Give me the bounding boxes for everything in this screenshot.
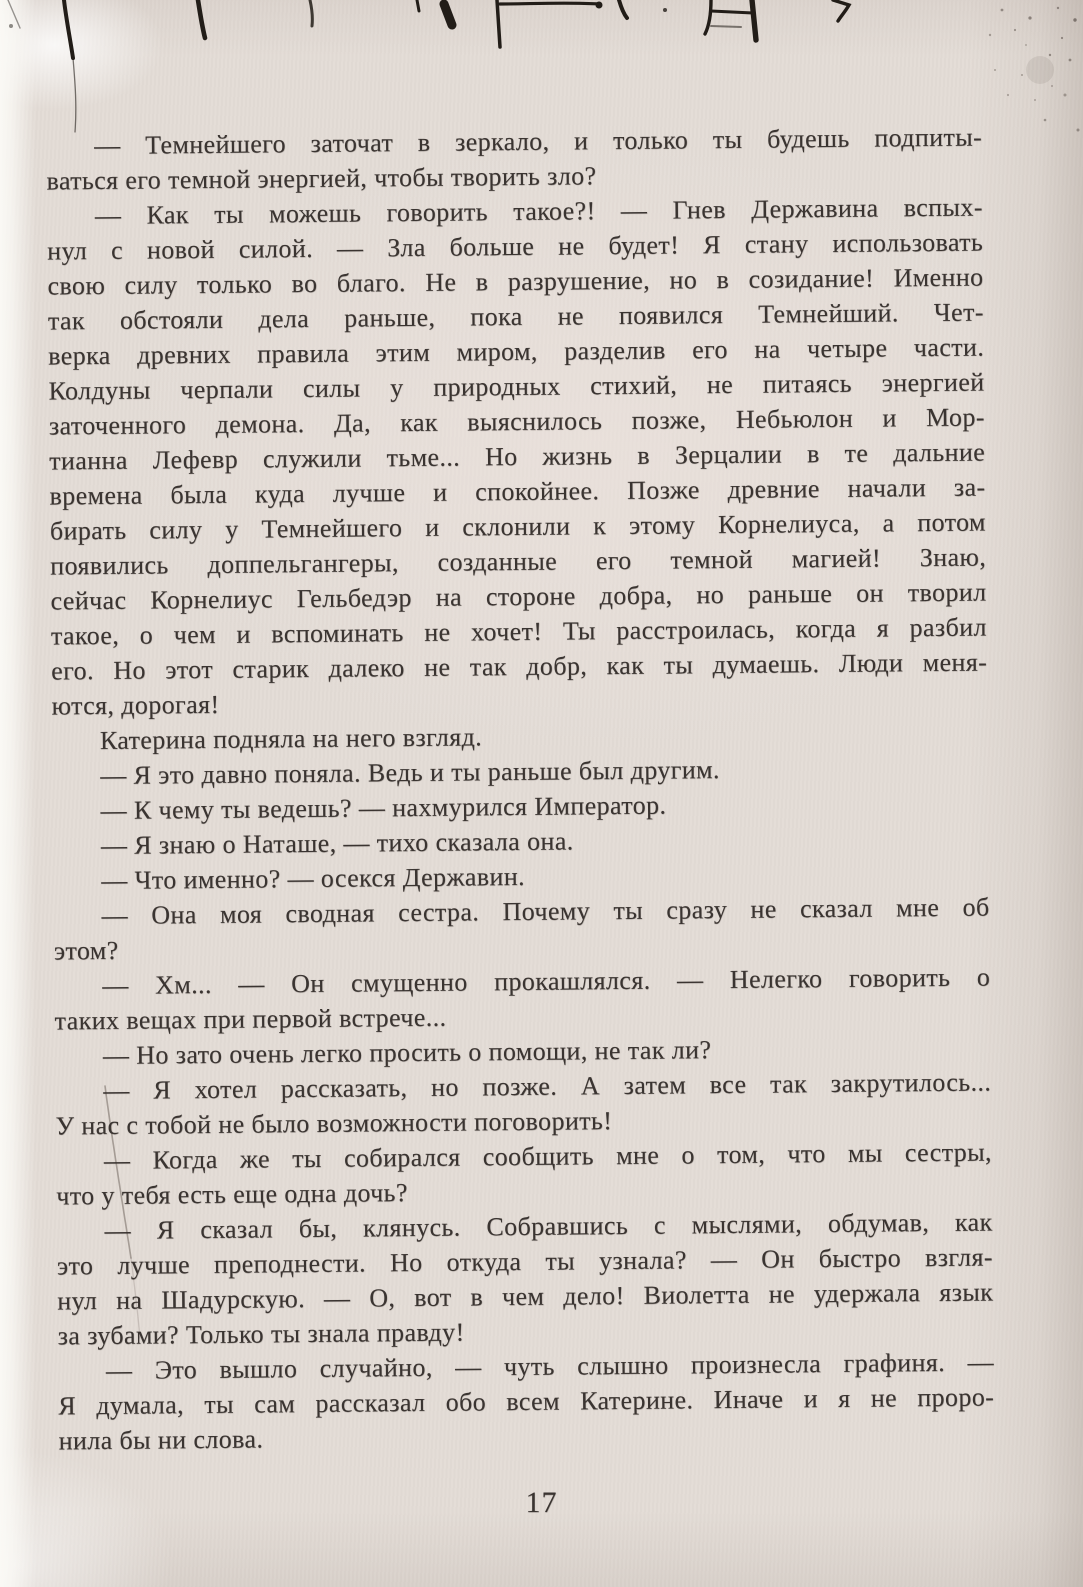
text-line: — Когда же ты собирался сообщить мне о том, что мы сестры, xyxy=(103,1137,993,1175)
text-line: заточенного демона. Да, как выяснилось позже, Небьюлон и Мор- xyxy=(48,402,985,441)
page-number: 17 xyxy=(525,1486,558,1519)
text-line: — К чему ты ведешь? — нахмурился Император. xyxy=(100,790,667,825)
text-line: за зубами? Только ты знала правду! xyxy=(57,1317,465,1351)
text-line: его. Но этот старик далеко не так добр, как ты думаешь. Люди меня- xyxy=(51,647,988,686)
text-line: таких вещах при первой встрече... xyxy=(54,1002,447,1036)
text-line: верка древних правила этим миром, разделив его на четыре части. xyxy=(48,332,985,371)
page-text xyxy=(46,120,995,1459)
text-line: такое, о чем и вспоминать не хочет! Ты расстроилась, когда я разбил xyxy=(50,612,987,651)
text-line: — Хм... — Он смущенно прокашлялся. — Нелегко говорить о xyxy=(102,962,991,1000)
text-line: У нас с тобой не было возможности поговорить! xyxy=(55,1106,613,1141)
text-line: времена была куда лучше и спокойнее. Позже древние начали за- xyxy=(49,472,986,511)
text-line: — Я хотел рассказать, но позже. А затем все так закрутилось... xyxy=(103,1067,992,1105)
text-line: что у тебя есть еще одна дочь? xyxy=(56,1178,408,1211)
text-line: — Что именно? — осекся Державин. xyxy=(101,861,526,895)
text-line: нул с новой силой. — Зла больше не будет! Я стану использовать xyxy=(47,227,984,266)
text-line: появились доппельгангеры, созданные его темной магией! Знаю, xyxy=(50,542,987,581)
text-line: бирать силу у Темнейшего и склонили к этому Корнелиуса, а потом xyxy=(49,507,986,546)
text-line: это лучше преподнести. Но откуда ты узнала? — Он быстро взгля- xyxy=(56,1242,994,1281)
text-line: этом? xyxy=(53,935,119,966)
text-line: — Я сказал бы, клянусь. Собравшись с мыслями, обдумав, как xyxy=(104,1207,993,1245)
text-line: так обстояли дела раньше, пока не появился Темнейший. Чет- xyxy=(47,297,984,336)
text-line: — Я это давно поняла. Ведь и ты раньше был другим. xyxy=(100,755,720,791)
text-line: ются, дорогая! xyxy=(51,689,220,721)
text-line: — Темнейшего заточат в зеркало, и только ты будешь подпиты- xyxy=(94,122,983,161)
ink-speckles xyxy=(989,7,1080,132)
text-line: — Она моя сводная сестра. Почему ты сразу не сказал мне об xyxy=(101,892,990,930)
text-line: нул на Шадурскую. — О, вот в чем дело! Виолетта не удержала язык xyxy=(57,1277,994,1316)
text-line: — Как ты можешь говорить такое?! — Гнев Державина вспых- xyxy=(94,192,983,231)
text-line: Катерина подняла на него взгляд. xyxy=(99,722,483,756)
text-line: ваться его темной энергией, чтобы творить зло? xyxy=(46,161,597,196)
text-line: нила бы ни слова. xyxy=(58,1424,264,1456)
text-line: тианна Лефевр служили тьме... Но жизнь в Зерцалии в те дальние xyxy=(49,437,986,476)
text-line: Я думала, ты сам рассказал обо всем Катерине. Иначе и я не проро- xyxy=(58,1382,995,1421)
text-line: сейчас Корнелиус Гельбедэр на стороне добра, но раньше он творил xyxy=(50,577,987,616)
text-line: — Это вышло случайно, — чуть слышно произнесла графиня. — xyxy=(105,1347,995,1385)
text-line: свою силу только во благо. Не в разрушение, но в созидание! Именно xyxy=(47,262,984,301)
text-line: — Но зато очень легко просить о помощи, не так ли? xyxy=(102,1035,712,1070)
text-line: Колдуны черпали силы у природных стихий, не питаясь энергией xyxy=(48,367,985,406)
text-line: — Я знаю о Наташе, — тихо сказала она. xyxy=(100,826,574,860)
